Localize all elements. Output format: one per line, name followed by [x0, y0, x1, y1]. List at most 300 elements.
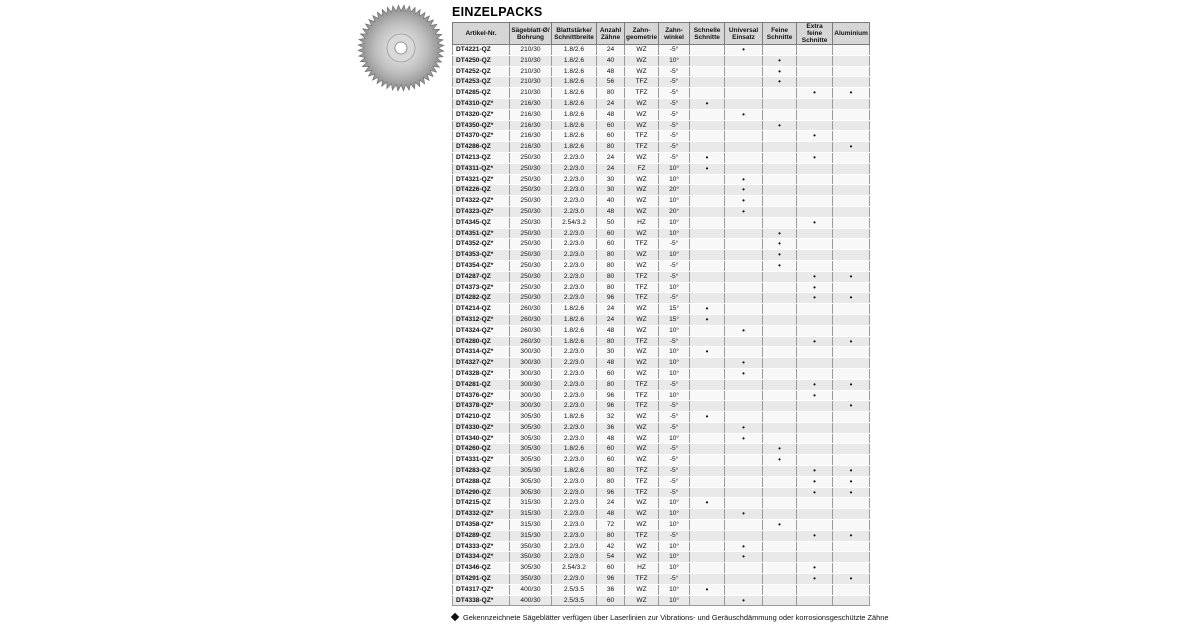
cell-extra-fine-cuts: [797, 98, 833, 109]
cell-tooth-geometry: WZ: [625, 433, 659, 444]
table-row: [453, 455, 870, 466]
table-row: [453, 304, 870, 315]
cell-diameter-bore: 210/30: [510, 55, 552, 66]
cell-universal: [725, 347, 763, 358]
cell-tooth-geometry: TFZ: [625, 88, 659, 99]
cell-article-no: DT4314-QZ*: [453, 347, 510, 358]
cell-extra-fine-cuts: •: [797, 217, 833, 228]
cell-tooth-angle: -5°: [659, 444, 690, 455]
cell-article-no: DT4210-QZ: [453, 412, 510, 423]
cell-universal: [725, 88, 763, 99]
cell-teeth-count: 80: [597, 142, 625, 153]
cell-universal: [725, 120, 763, 131]
cell-diameter-bore: 305/30: [510, 466, 552, 477]
header-fast-cuts: Schnelle Schnitte: [690, 23, 725, 45]
cell-extra-fine-cuts: [797, 250, 833, 261]
cell-tooth-angle: 15°: [659, 304, 690, 315]
cell-teeth-count: 48: [597, 206, 625, 217]
cell-aluminium: [833, 250, 870, 261]
cell-tooth-angle: 10°: [659, 433, 690, 444]
cell-fast-cuts: [690, 282, 725, 293]
cell-tooth-geometry: WZ: [625, 98, 659, 109]
table-row: [453, 530, 870, 541]
cell-thickness-kerf: 1.8/2.6: [552, 98, 597, 109]
cell-fast-cuts: [690, 77, 725, 88]
cell-extra-fine-cuts: [797, 325, 833, 336]
table-row: [453, 401, 870, 412]
cell-universal: •: [725, 325, 763, 336]
cell-aluminium: •: [833, 487, 870, 498]
cell-fine-cuts: [763, 401, 797, 412]
cell-thickness-kerf: 2.2/3.0: [552, 358, 597, 369]
cell-article-no: DT4289-QZ: [453, 530, 510, 541]
cell-extra-fine-cuts: [797, 401, 833, 412]
footnote-text: Gekennzeichnete Sägeblätter verfügen über Laserlinien zur Vibrations- und Geräuschdämmung oder korrosionsgeschützte Zähne: [463, 613, 889, 622]
cell-universal: [725, 584, 763, 595]
cell-thickness-kerf: 2.2/3.0: [552, 185, 597, 196]
cell-aluminium: [833, 444, 870, 455]
cell-teeth-count: 30: [597, 347, 625, 358]
cell-diameter-bore: 250/30: [510, 196, 552, 207]
cell-aluminium: [833, 217, 870, 228]
cell-teeth-count: 24: [597, 152, 625, 163]
cell-diameter-bore: 400/30: [510, 584, 552, 595]
header-thickness-kerf: Blattstärke/ Schnittbreite: [552, 23, 597, 45]
cell-teeth-count: 48: [597, 66, 625, 77]
cell-fine-cuts: [763, 368, 797, 379]
cell-diameter-bore: 315/30: [510, 498, 552, 509]
cell-tooth-angle: -5°: [659, 455, 690, 466]
cell-universal: •: [725, 196, 763, 207]
cell-teeth-count: 32: [597, 412, 625, 423]
cell-diameter-bore: 250/30: [510, 260, 552, 271]
cell-article-no: DT4378-QZ*: [453, 401, 510, 412]
cell-tooth-angle: 10°: [659, 358, 690, 369]
cell-fast-cuts: [690, 174, 725, 185]
cell-universal: •: [725, 552, 763, 563]
table-row: [453, 379, 870, 390]
cell-tooth-angle: 10°: [659, 217, 690, 228]
cell-tooth-geometry: TFZ: [625, 271, 659, 282]
cell-fine-cuts: [763, 109, 797, 120]
table-row: [453, 466, 870, 477]
cell-aluminium: [833, 584, 870, 595]
table-row: [453, 260, 870, 271]
header-universal: Universal Einsatz: [725, 23, 763, 45]
table-row: [453, 325, 870, 336]
cell-fast-cuts: [690, 476, 725, 487]
cell-thickness-kerf: 2.2/3.0: [552, 487, 597, 498]
cell-extra-fine-cuts: [797, 228, 833, 239]
table-row: [453, 520, 870, 531]
table-row: [453, 45, 870, 56]
cell-extra-fine-cuts: •: [797, 476, 833, 487]
cell-teeth-count: 60: [597, 131, 625, 142]
table-row: [453, 433, 870, 444]
cell-thickness-kerf: 2.2/3.0: [552, 368, 597, 379]
cell-extra-fine-cuts: [797, 174, 833, 185]
cell-article-no: DT4338-QZ*: [453, 595, 510, 606]
cell-tooth-angle: -5°: [659, 260, 690, 271]
cell-article-no: DT4328-QZ*: [453, 368, 510, 379]
cell-fast-cuts: [690, 142, 725, 153]
cell-tooth-geometry: WZ: [625, 347, 659, 358]
cell-tooth-angle: -5°: [659, 120, 690, 131]
cell-article-no: DT4370-QZ*: [453, 131, 510, 142]
table-row: [453, 228, 870, 239]
cell-tooth-geometry: HZ: [625, 217, 659, 228]
cell-diameter-bore: 210/30: [510, 66, 552, 77]
cell-thickness-kerf: 1.8/2.6: [552, 314, 597, 325]
cell-extra-fine-cuts: •: [797, 390, 833, 401]
cell-teeth-count: 80: [597, 260, 625, 271]
cell-extra-fine-cuts: [797, 358, 833, 369]
cell-teeth-count: 42: [597, 541, 625, 552]
cell-universal: [725, 379, 763, 390]
cell-tooth-angle: 20°: [659, 185, 690, 196]
cell-tooth-geometry: WZ: [625, 314, 659, 325]
cell-teeth-count: 96: [597, 401, 625, 412]
cell-universal: •: [725, 595, 763, 606]
cell-extra-fine-cuts: [797, 109, 833, 120]
table-row: [453, 293, 870, 304]
cell-universal: [725, 530, 763, 541]
cell-article-no: DT4281-QZ: [453, 379, 510, 390]
cell-aluminium: [833, 228, 870, 239]
cell-fine-cuts: •: [763, 66, 797, 77]
cell-tooth-geometry: TFZ: [625, 336, 659, 347]
cell-fast-cuts: •: [690, 412, 725, 423]
cell-tooth-geometry: WZ: [625, 185, 659, 196]
table-row: [453, 584, 870, 595]
cell-fast-cuts: [690, 530, 725, 541]
cell-teeth-count: 96: [597, 293, 625, 304]
cell-diameter-bore: 260/30: [510, 304, 552, 315]
cell-article-no: DT4333-QZ*: [453, 541, 510, 552]
cell-universal: •: [725, 509, 763, 520]
cell-tooth-angle: -5°: [659, 401, 690, 412]
cell-extra-fine-cuts: [797, 422, 833, 433]
cell-extra-fine-cuts: [797, 142, 833, 153]
cell-aluminium: [833, 368, 870, 379]
cell-tooth-angle: 10°: [659, 520, 690, 531]
header-fine-cuts: Feine Schnitte: [763, 23, 797, 45]
cell-extra-fine-cuts: [797, 163, 833, 174]
table-row: [453, 120, 870, 131]
cell-teeth-count: 48: [597, 325, 625, 336]
cell-fine-cuts: [763, 541, 797, 552]
cell-thickness-kerf: 2.5/3.5: [552, 595, 597, 606]
cell-tooth-angle: -5°: [659, 574, 690, 585]
section-heading: EINZELPACKS: [452, 5, 543, 19]
cell-aluminium: •: [833, 88, 870, 99]
cell-thickness-kerf: 2.2/3.0: [552, 228, 597, 239]
cell-teeth-count: 60: [597, 595, 625, 606]
table-row: [453, 163, 870, 174]
cell-teeth-count: 80: [597, 88, 625, 99]
cell-diameter-bore: 305/30: [510, 563, 552, 574]
cell-fine-cuts: •: [763, 520, 797, 531]
cell-fast-cuts: [690, 55, 725, 66]
cell-thickness-kerf: 1.8/2.6: [552, 336, 597, 347]
cell-extra-fine-cuts: [797, 368, 833, 379]
cell-tooth-geometry: WZ: [625, 152, 659, 163]
cell-tooth-geometry: WZ: [625, 422, 659, 433]
cell-tooth-angle: 10°: [659, 163, 690, 174]
cell-tooth-angle: 10°: [659, 541, 690, 552]
cell-extra-fine-cuts: [797, 77, 833, 88]
cell-teeth-count: 72: [597, 520, 625, 531]
cell-fine-cuts: [763, 98, 797, 109]
cell-fine-cuts: [763, 88, 797, 99]
cell-diameter-bore: 250/30: [510, 239, 552, 250]
cell-teeth-count: 80: [597, 466, 625, 477]
table-row: [453, 131, 870, 142]
cell-extra-fine-cuts: [797, 455, 833, 466]
cell-tooth-angle: 10°: [659, 174, 690, 185]
cell-fine-cuts: [763, 422, 797, 433]
cell-tooth-angle: 10°: [659, 552, 690, 563]
cell-fast-cuts: [690, 466, 725, 477]
table-row: [453, 541, 870, 552]
cell-aluminium: [833, 174, 870, 185]
cell-diameter-bore: 250/30: [510, 217, 552, 228]
table-header-row: [453, 23, 870, 45]
cell-diameter-bore: 216/30: [510, 120, 552, 131]
cell-fast-cuts: •: [690, 347, 725, 358]
cell-tooth-angle: 10°: [659, 509, 690, 520]
cell-universal: [725, 152, 763, 163]
table-row: [453, 185, 870, 196]
cell-fast-cuts: •: [690, 152, 725, 163]
cell-tooth-angle: -5°: [659, 487, 690, 498]
cell-thickness-kerf: 2.2/3.0: [552, 379, 597, 390]
cell-aluminium: [833, 358, 870, 369]
cell-fine-cuts: [763, 563, 797, 574]
cell-aluminium: [833, 563, 870, 574]
cell-aluminium: •: [833, 574, 870, 585]
cell-diameter-bore: 350/30: [510, 552, 552, 563]
cell-universal: [725, 131, 763, 142]
cell-article-no: DT4358-QZ*: [453, 520, 510, 531]
cell-tooth-angle: 10°: [659, 228, 690, 239]
cell-aluminium: •: [833, 336, 870, 347]
cell-aluminium: [833, 552, 870, 563]
cell-fine-cuts: [763, 196, 797, 207]
cell-tooth-geometry: WZ: [625, 498, 659, 509]
cell-fine-cuts: [763, 390, 797, 401]
cell-fine-cuts: [763, 476, 797, 487]
cell-diameter-bore: 250/30: [510, 152, 552, 163]
cell-teeth-count: 40: [597, 55, 625, 66]
header-aluminium: Aluminium: [833, 23, 870, 45]
cell-universal: •: [725, 206, 763, 217]
cell-thickness-kerf: 1.8/2.6: [552, 88, 597, 99]
cell-extra-fine-cuts: [797, 314, 833, 325]
cell-tooth-angle: -5°: [659, 476, 690, 487]
cell-teeth-count: 24: [597, 498, 625, 509]
cell-teeth-count: 60: [597, 368, 625, 379]
cell-tooth-geometry: WZ: [625, 552, 659, 563]
cell-tooth-angle: 10°: [659, 368, 690, 379]
cell-extra-fine-cuts: •: [797, 271, 833, 282]
cell-tooth-angle: 10°: [659, 584, 690, 595]
cell-diameter-bore: 260/30: [510, 325, 552, 336]
cell-fine-cuts: •: [763, 444, 797, 455]
cell-universal: [725, 574, 763, 585]
table-row: [453, 271, 870, 282]
cell-fine-cuts: [763, 163, 797, 174]
cell-diameter-bore: 250/30: [510, 174, 552, 185]
cell-tooth-geometry: WZ: [625, 368, 659, 379]
cell-article-no: DT4286-QZ: [453, 142, 510, 153]
cell-thickness-kerf: 2.2/3.0: [552, 152, 597, 163]
cell-aluminium: •: [833, 293, 870, 304]
cell-extra-fine-cuts: •: [797, 563, 833, 574]
cell-extra-fine-cuts: [797, 185, 833, 196]
cell-fine-cuts: •: [763, 228, 797, 239]
cell-aluminium: [833, 77, 870, 88]
cell-tooth-angle: -5°: [659, 45, 690, 56]
cell-aluminium: [833, 196, 870, 207]
cell-thickness-kerf: 2.2/3.0: [552, 260, 597, 271]
cell-extra-fine-cuts: •: [797, 88, 833, 99]
cell-article-no: DT4350-QZ*: [453, 120, 510, 131]
cell-teeth-count: 80: [597, 250, 625, 261]
cell-universal: [725, 142, 763, 153]
cell-aluminium: •: [833, 530, 870, 541]
table-row: [453, 595, 870, 606]
table-row: [453, 314, 870, 325]
table-row: [453, 206, 870, 217]
table-row: [453, 142, 870, 153]
cell-aluminium: [833, 422, 870, 433]
cell-fine-cuts: •: [763, 77, 797, 88]
cell-thickness-kerf: 1.8/2.6: [552, 304, 597, 315]
cell-tooth-geometry: TFZ: [625, 282, 659, 293]
cell-diameter-bore: 300/30: [510, 390, 552, 401]
cell-extra-fine-cuts: [797, 260, 833, 271]
cell-tooth-geometry: WZ: [625, 455, 659, 466]
cell-tooth-geometry: WZ: [625, 228, 659, 239]
table-row: [453, 152, 870, 163]
cell-article-no: DT4376-QZ*: [453, 390, 510, 401]
header-diameter-bore: Sägeblatt-Ø/ Bohrung: [510, 23, 552, 45]
cell-teeth-count: 80: [597, 282, 625, 293]
cell-tooth-angle: -5°: [659, 77, 690, 88]
cell-extra-fine-cuts: [797, 239, 833, 250]
cell-article-no: DT4260-QZ: [453, 444, 510, 455]
cell-universal: [725, 455, 763, 466]
cell-aluminium: [833, 314, 870, 325]
cell-fast-cuts: [690, 520, 725, 531]
cell-extra-fine-cuts: [797, 196, 833, 207]
diamond-icon: [451, 613, 459, 621]
cell-article-no: DT4291-QZ: [453, 574, 510, 585]
cell-thickness-kerf: 2.2/3.0: [552, 476, 597, 487]
cell-tooth-geometry: WZ: [625, 55, 659, 66]
cell-diameter-bore: 305/30: [510, 476, 552, 487]
cell-fast-cuts: [690, 422, 725, 433]
cell-extra-fine-cuts: •: [797, 487, 833, 498]
table-row: [453, 77, 870, 88]
cell-thickness-kerf: 2.2/3.0: [552, 163, 597, 174]
cell-article-no: DT4330-QZ*: [453, 422, 510, 433]
cell-extra-fine-cuts: •: [797, 574, 833, 585]
cell-tooth-angle: 10°: [659, 282, 690, 293]
cell-fine-cuts: [763, 325, 797, 336]
cell-fine-cuts: •: [763, 239, 797, 250]
cell-thickness-kerf: 1.8/2.6: [552, 131, 597, 142]
cell-universal: [725, 314, 763, 325]
cell-universal: [725, 498, 763, 509]
cell-fast-cuts: •: [690, 314, 725, 325]
cell-article-no: DT4213-QZ: [453, 152, 510, 163]
cell-tooth-geometry: WZ: [625, 509, 659, 520]
cell-aluminium: [833, 325, 870, 336]
cell-thickness-kerf: 1.8/2.6: [552, 55, 597, 66]
cell-diameter-bore: 315/30: [510, 509, 552, 520]
cell-fast-cuts: [690, 250, 725, 261]
cell-teeth-count: 80: [597, 336, 625, 347]
cell-diameter-bore: 210/30: [510, 77, 552, 88]
cell-teeth-count: 50: [597, 217, 625, 228]
cell-aluminium: [833, 520, 870, 531]
blade-bore: [395, 42, 407, 54]
cell-extra-fine-cuts: [797, 347, 833, 358]
cell-fast-cuts: [690, 379, 725, 390]
cell-tooth-geometry: TFZ: [625, 574, 659, 585]
cell-tooth-geometry: TFZ: [625, 77, 659, 88]
cell-tooth-geometry: WZ: [625, 206, 659, 217]
cell-extra-fine-cuts: [797, 541, 833, 552]
cell-article-no: DT4285-QZ: [453, 88, 510, 99]
cell-universal: •: [725, 358, 763, 369]
cell-fine-cuts: [763, 217, 797, 228]
table-row: [453, 336, 870, 347]
cell-aluminium: [833, 260, 870, 271]
cell-teeth-count: 24: [597, 45, 625, 56]
cell-fast-cuts: [690, 109, 725, 120]
cell-teeth-count: 60: [597, 228, 625, 239]
cell-extra-fine-cuts: [797, 595, 833, 606]
cell-fast-cuts: [690, 444, 725, 455]
product-table: [452, 22, 870, 606]
table-row: [453, 174, 870, 185]
cell-universal: [725, 401, 763, 412]
cell-tooth-geometry: WZ: [625, 541, 659, 552]
cell-universal: •: [725, 45, 763, 56]
cell-tooth-geometry: TFZ: [625, 142, 659, 153]
table-row: [453, 412, 870, 423]
table-row: [453, 487, 870, 498]
cell-article-no: DT4354-QZ*: [453, 260, 510, 271]
cell-aluminium: [833, 595, 870, 606]
table-body: [453, 45, 870, 606]
cell-fast-cuts: [690, 196, 725, 207]
cell-thickness-kerf: 2.2/3.0: [552, 390, 597, 401]
cell-fast-cuts: [690, 88, 725, 99]
table-row: [453, 574, 870, 585]
table-row: [453, 282, 870, 293]
cell-thickness-kerf: 2.2/3.0: [552, 347, 597, 358]
cell-diameter-bore: 216/30: [510, 131, 552, 142]
cell-universal: [725, 98, 763, 109]
cell-thickness-kerf: 2.2/3.0: [552, 174, 597, 185]
cell-aluminium: [833, 206, 870, 217]
cell-tooth-angle: -5°: [659, 152, 690, 163]
cell-thickness-kerf: 2.2/3.0: [552, 574, 597, 585]
